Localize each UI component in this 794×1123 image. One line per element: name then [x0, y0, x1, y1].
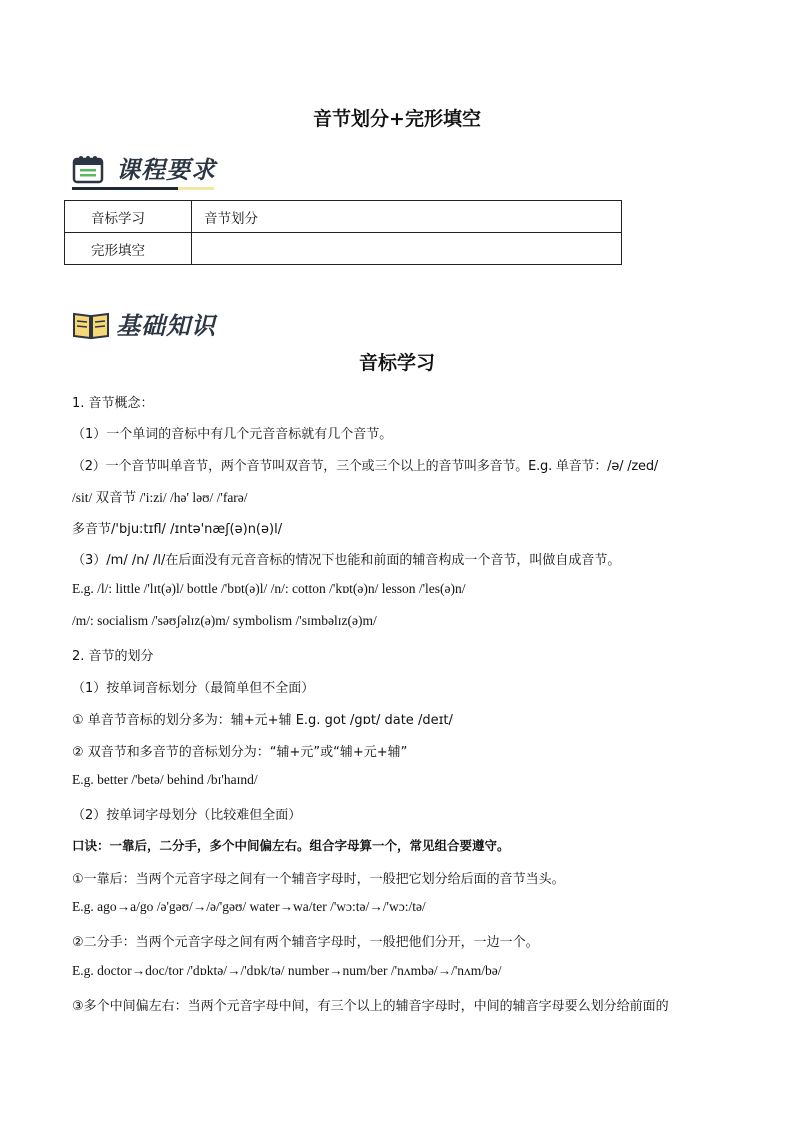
course-requirements-table	[64, 200, 622, 265]
text-line: E.g. better /'betə/ behind /bɪ'haɪnd/	[72, 772, 258, 787]
text-line: 多音节/'bju:tɪfl/ /ɪntə'næʃ(ə)n(ə)l/	[72, 522, 283, 537]
text-line: ② 双音节和多音节的音标划分为：“辅+元”或“辅+元+辅”	[72, 745, 408, 760]
text-line: /sit/ 双音节 /'i:zi/ /hə' ləʊ/ /'farə/	[72, 490, 248, 505]
table-row	[65, 201, 622, 233]
basics-banner-label: 基础知识	[116, 312, 216, 340]
table-cell	[192, 233, 622, 265]
text-line: E.g. ago→a/go /ə'gəʊ/→/ə/'gəʊ/ water→wa/ter /'wɔ:tə/→/'wɔ:/tə/	[72, 899, 426, 914]
text-line: （2）一个音节叫单音节，两个音节叫双音节，三个或三个以上的音节叫多音节。E.g. 单音节：/ə/ /zed/	[72, 459, 659, 474]
text-line: 2. 音节的划分	[72, 649, 154, 664]
text-line: （3）/m/ /n/ /l/在后面没有元音音标的情况下也能和前面的辅音构成一个音节，叫做自成音节。	[72, 553, 621, 568]
notebook-icon	[72, 154, 106, 188]
text-line: （2）按单词字母划分（比较难但全面）	[72, 808, 302, 823]
table-cell: 音标学习	[65, 201, 192, 233]
text-line: （1）按单词音标划分（最简单但不全面）	[72, 681, 315, 696]
text-line: E.g. doctor→doc/tor /'dɒktə/→/'dɒk/tə/ number→num/ber /'nʌmbə/→/'nʌm/bə/	[72, 963, 502, 978]
text-line: 1. 音节概念：	[72, 396, 154, 411]
section-title: 音标学习	[358, 352, 435, 374]
table-cell: 音节划分	[192, 201, 622, 233]
requirements-banner	[72, 150, 222, 190]
text-line: /m/: socialism /'səʊʃəlɪz(ə)m/ symbolism /'sɪmbəlɪz(ə)m/	[72, 613, 377, 628]
mnemonic-line: 口诀：一靠后，二分手，多个中间偏左右。组合字母算一个，常见组合要遵守。	[72, 838, 510, 853]
text-line: ③多个中间偏左右：当两个元音字母中间，有三个以上的辅音字母时，中间的辅音字母要么划分给前面的	[72, 999, 669, 1014]
text-line: （1）一个单词的音标中有几个元音音标就有几个音节。	[72, 427, 393, 442]
banner-underline-accent	[178, 187, 214, 190]
table-row	[65, 233, 622, 265]
text-line: ①一靠后：当两个元音字母之间有一个辅音字母时，一般把它划分给后面的音节当头。	[72, 872, 565, 887]
basics-banner	[72, 306, 232, 346]
table-cell: 完形填空	[65, 233, 192, 265]
book-icon	[72, 310, 110, 344]
text-line: ②二分手：当两个元音字母之间有两个辅音字母时，一般把他们分开，一边一个。	[72, 935, 539, 950]
banner-underline	[72, 187, 178, 190]
text-line: ① 单音节音标的划分多为：辅+元+辅 E.g. got /gɒt/ date /deɪt/	[72, 713, 453, 728]
text-line: E.g. /l/: little /'lɪt(ə)l/ bottle /'bɒt(ə)l/ /n/: cotton /'kɒt(ə)n/ lesson /'les(ə)n/	[72, 581, 466, 596]
requirements-banner-label: 课程要求	[116, 156, 216, 184]
document-title: 音节划分+完形填空	[313, 108, 481, 130]
